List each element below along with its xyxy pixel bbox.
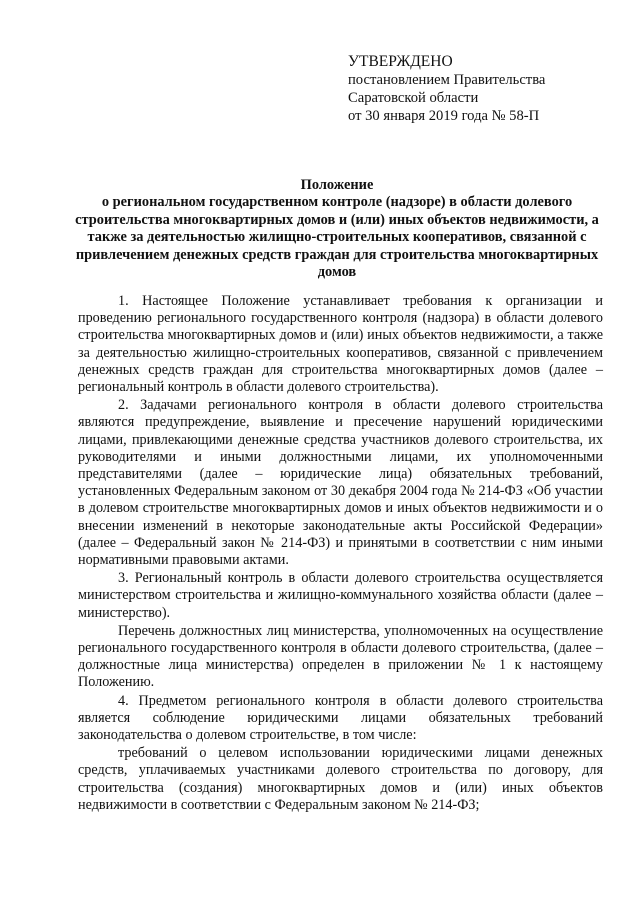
paragraph: Перечень должностных лиц министерства, уполномоченных на осуществление регионального государственного контроля в области долевого строительства, (далее – должностные лица министерства) определен в приложении № 1 к настоящему Положению. xyxy=(78,622,603,691)
approval-stamp xyxy=(348,53,545,125)
approval-resolution-line: постановлением Правительства xyxy=(348,72,546,88)
paragraph: 2. Задачами регионального контроля в области долевого строительства являются предупреждение, выявление и пресечение нарушений юридическими лицами, привлекающими денежные средства участников долевого строительства, их руководителями и иными должностными лицами, их уполномоченными представителями (далее – юридические лица) обязательных требований, установленных Федеральным законом от 30 декабря 2004 года № 214-ФЗ «Об участии в долевом строительстве многоквартирных домов и иных объектов недвижимости и о внесении изменений в некоторые законодательные акты Российской Федерации» (далее – Федеральный закон № 214-ФЗ) и принятыми в соответствии с ним иными нормативными правовыми актами. xyxy=(78,397,603,569)
document-body xyxy=(78,293,603,814)
paragraph: требований о целевом использовании юридическими лицами денежных средств, уплачиваемых участниками долевого строительства по договору, для строительства (создания) многоквартирных домов и (или) иных объектов недвижимости в соответствии с Федеральным законом № 214-ФЗ; xyxy=(78,745,603,813)
title-subject: о региональном государственном контроле (надзоре) в области долевого строительства многоквартирных домов и (или) иных объектов недвижимости, а также за деятельностью жилищно-строительных кооперативов, связанной с привлечением денежных средств граждан для строительства многоквартирных домов xyxy=(75,194,599,281)
title-heading: Положение xyxy=(300,177,374,193)
approval-date-line: от 30 января 2019 года № 58-П xyxy=(348,108,540,124)
document-title xyxy=(72,177,602,281)
approved-label: УТВЕРЖДЕНО xyxy=(348,53,453,70)
paragraph: 4. Предметом регионального контроля в области долевого строительства является соблюдение юридическими лицами обязательных требований законодательства о долевом строительстве, в том числе: xyxy=(78,692,603,744)
paragraph: 3. Региональный контроль в области долевого строительства осуществляется министерством строительства и жилищно-коммунального хозяйства области (далее – министерство). xyxy=(78,570,603,621)
approval-region-line: Саратовской области xyxy=(348,90,479,106)
paragraph: 1. Настоящее Положение устанавливает требования к организации и проведению регионального государственного контроля (надзора) в области долевого строительства многоквартирных домов и (или) иных объектов недвижимости, а также за деятельностью жилищно-строительных кооперативов, связанной с привлечением денежных средств граждан для строительства многоквартирных домов (далее – региональный контроль в области долевого строительства). xyxy=(78,293,603,396)
